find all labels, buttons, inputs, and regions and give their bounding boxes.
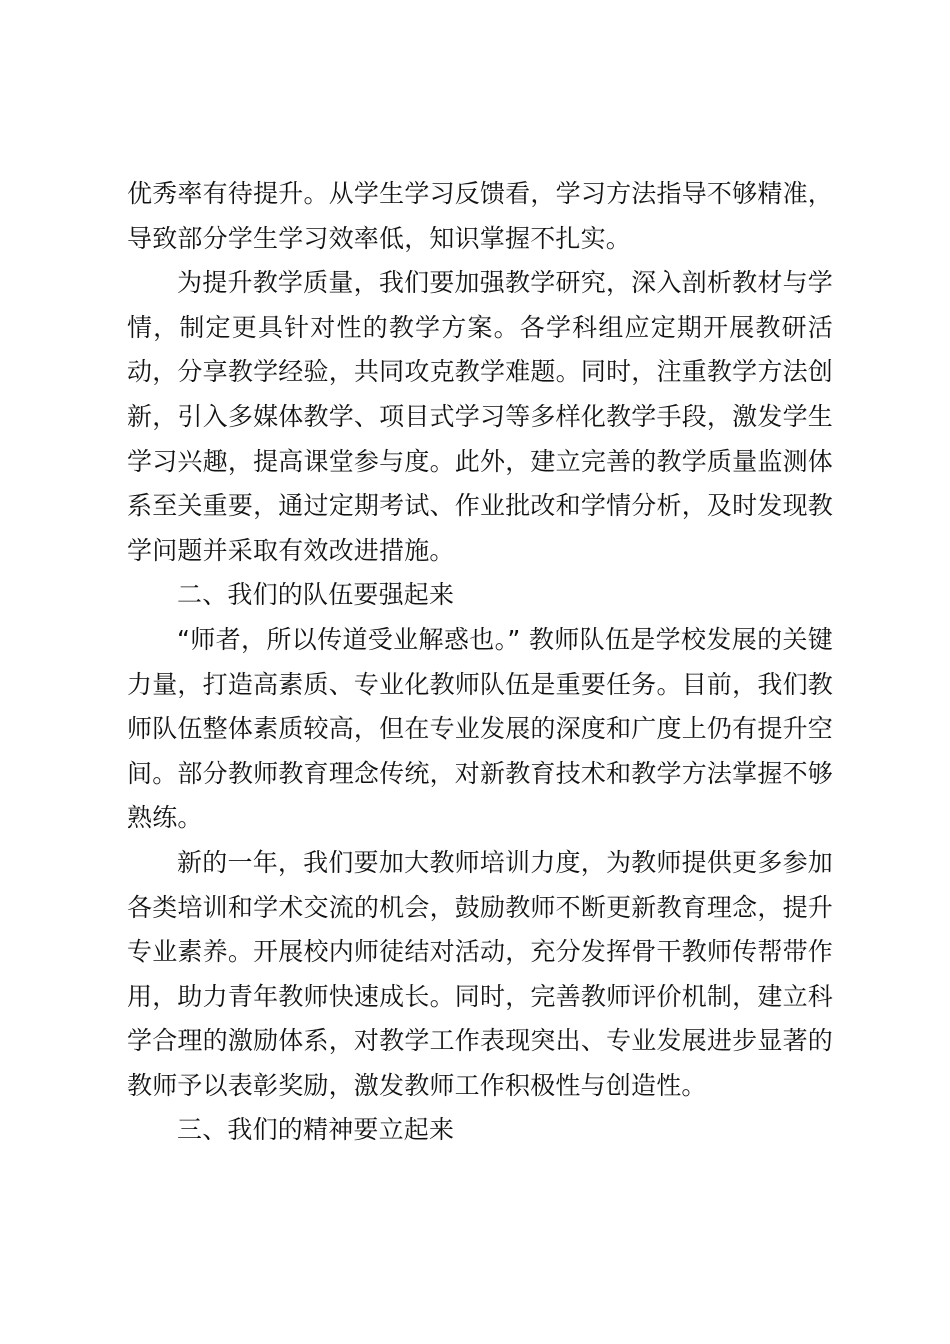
document-body [127, 172, 833, 1153]
paragraph-continuation: 优秀率有待提升。从学生学习反馈看，学习方法指导不够精准，导致部分学生学习效率低，知识掌握不扎实。 [127, 179, 833, 253]
paragraph-teaching-quality: 为提升教学质量，我们要加强教学研究，深入剖析教材与学情，制定更具针对性的教学方案。各学科组应定期开展教研活动，分享教学经验，共同攻克教学难题。同时，注重教学方法创新，引入多媒体教学、项目式学习等多样化教学手段，激发学生学习兴趣，提高课堂参与度。此外，建立完善的教学质量监测体系至关重要，通过定期考试、作业批改和学情分析，及时发现教学问题并采取有效改进措施。 [127, 268, 833, 565]
section-heading-two: 二、我们的队伍要强起来 [177, 580, 455, 610]
paragraph-teacher-team: “师者，所以传道受业解惑也。” 教师队伍是学校发展的关键力量，打造高素质、专业化教师队伍是重要任务。目前，我们教师队伍整体素质较高，但在专业发展的深度和广度上仍有提升空间。部分教师教育理念传统，对新教育技术和教学方法掌握不够熟练。 [127, 624, 833, 833]
paragraph-teacher-training: 新的一年，我们要加大教师培训力度，为教师提供更多参加各类培训和学术交流的机会，鼓励教师不断更新教育理念，提升专业素养。开展校内师徒结对活动，充分发挥骨干教师传帮带作用，助力青年教师快速成长。同时，完善教师评价机制，建立科学合理的激励体系，对教学工作表现突出、专业发展进步显著的教师予以表彰奖励，激发教师工作积极性与创造性。 [127, 847, 833, 1100]
section-heading-three: 三、我们的精神要立起来 [177, 1115, 455, 1145]
